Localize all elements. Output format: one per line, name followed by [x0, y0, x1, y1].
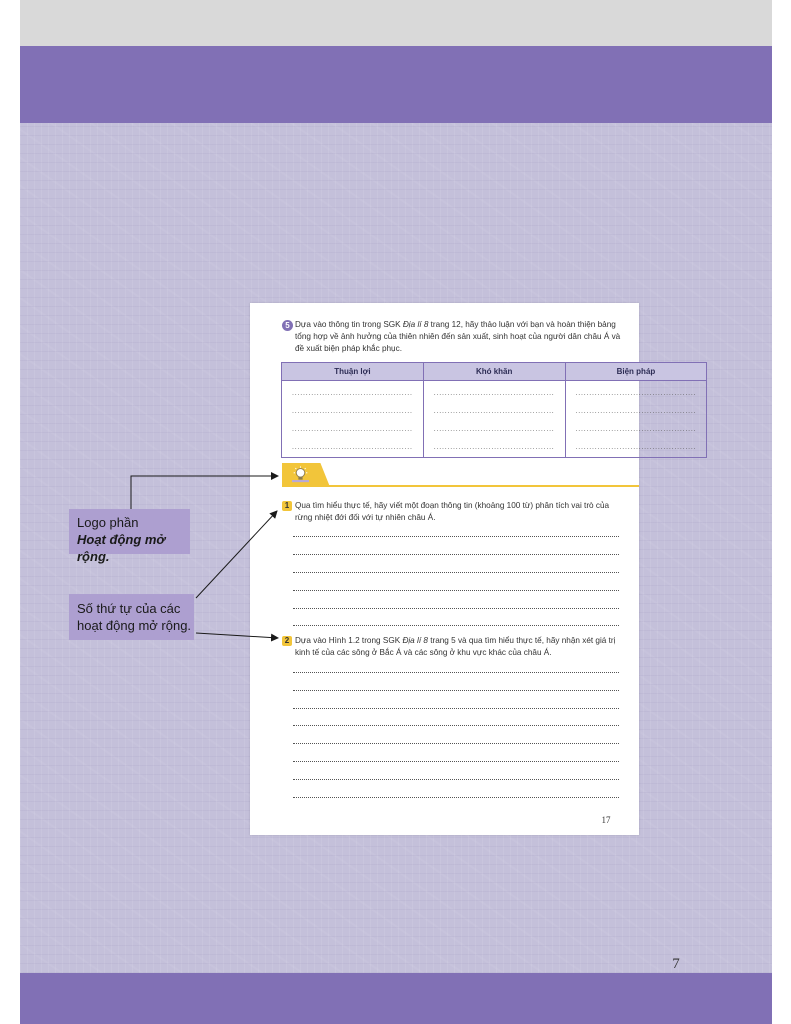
callout-logo-italic: Hoạt động mở rộng. [77, 532, 166, 564]
fill-dots: ............................................ [433, 426, 555, 433]
table-header-difficulties: Khó khăn [423, 363, 565, 381]
activity-2-badge: 2 [282, 636, 292, 646]
number-callout-arrow-2 [196, 633, 278, 638]
fill-dots: ............................................ [292, 444, 413, 451]
callout-number-line2: hoạt động mở rộng. [77, 618, 192, 633]
outer-page-number: 7 [672, 956, 680, 972]
fill-dots: ............................................ [433, 444, 555, 451]
table-header-solutions: Biện pháp [565, 363, 707, 381]
fill-dots: ............................................ [292, 426, 413, 433]
question-5-book-title: Địa lí 8 [402, 320, 429, 329]
question-5-badge: 5 [282, 320, 293, 331]
logo-callout-arrow [131, 476, 278, 509]
callout-logo-line1: Logo phần [77, 515, 139, 530]
number-callout-arrow-1 [196, 511, 277, 598]
fill-dots: ............................................ [575, 426, 697, 433]
activity-2-text-part2: trang 5 và qua tìm hiểu thực tế, hãy nhận xét giá trị kinh tế của các sông ở Bắc Á và các sông ở khu vực khác của châu Á. [295, 636, 616, 657]
callout-number-line1: Số thứ tự của các [77, 601, 181, 616]
question-5-text-part2: trang 12, hãy thảo luận với bạn và hoàn thiện bảng tổng hợp về ảnh hưởng của thiên nhiên đến sản xuất, sinh hoạt của người dân châu Á và đề xuất biện pháp khắc phục. [295, 320, 621, 353]
fill-dots: ............................................ [575, 408, 697, 415]
activity-1-text: Qua tìm hiểu thực tế, hãy viết một đoạn thông tin (khoảng 100 từ) phân tích vai trò của rừng nhiệt đới đối với tự nhiên châu Á. [295, 501, 610, 522]
question-5-text-part1: Dựa vào thông tin trong SGK [295, 320, 403, 329]
fill-dots: ............................................ [433, 408, 555, 415]
activity-2-text-part1: Dựa vào Hình 1.2 trong SGK [295, 636, 403, 645]
fill-dots: ............................................ [292, 408, 413, 415]
activity-1-badge: 1 [282, 501, 292, 511]
fill-dots: ............................................ [292, 390, 413, 397]
fill-dots: ............................................ [575, 390, 697, 397]
fill-dots: ............................................ [433, 390, 555, 397]
inner-page-number: 17 [601, 815, 611, 825]
table-header-advantages: Thuận lợi [282, 363, 424, 381]
activity-2-book-title: Địa lí 8 [402, 636, 428, 645]
fill-dots: ............................................ [575, 444, 697, 451]
